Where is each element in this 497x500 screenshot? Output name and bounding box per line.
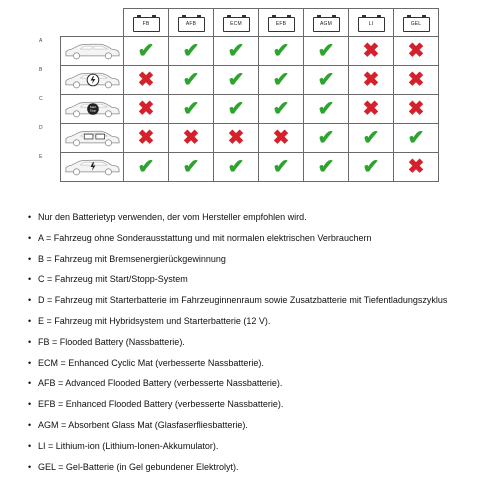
cross-icon: ✖ [362,40,380,62]
battery-type-label: EFB [275,21,287,27]
battery-type-label: GEL [410,21,422,27]
note-item: • Nur den Batterietyp verwenden, der vom Hersteller empfohlen wird. [28,207,488,228]
compat-cell-b-agm [303,65,348,94]
check-icon: ✔ [272,40,290,62]
check-icon: ✔ [407,127,425,149]
column-header-efb [258,8,303,36]
compat-cell-d-efb [258,123,303,152]
cross-icon: ✖ [407,98,425,120]
cross-icon: ✖ [362,98,380,120]
cross-icon: ✖ [182,127,200,149]
car-regenerative-braking-icon [63,68,121,92]
note-item: • AGM = Absorbent Glass Mat (Glasfaserfliesbatterie). [28,415,488,436]
check-icon: ✔ [227,69,245,91]
compat-cell-e-li [348,152,393,181]
check-icon: ✔ [227,98,245,120]
check-icon: ✔ [317,69,335,91]
table-corner [60,8,123,36]
check-icon: ✔ [272,156,290,178]
compat-cell-c-efb [258,94,303,123]
compat-cell-c-li [348,94,393,123]
check-icon: ✔ [227,40,245,62]
compat-cell-a-gel [393,36,438,65]
cross-icon: ✖ [362,69,380,91]
compat-cell-b-afb [168,65,213,94]
compat-cell-e-efb [258,152,303,181]
check-icon: ✔ [317,40,335,62]
compat-cell-d-li [348,123,393,152]
note-item: • ECM = Enhanced Cyclic Mat (verbesserte Nassbatterie). [28,353,488,374]
compat-cell-a-fb [123,36,168,65]
compat-cell-e-ecm [213,152,258,181]
check-icon: ✔ [362,127,380,149]
row-letter: B [39,67,43,73]
column-header-gel [393,8,438,36]
battery-icon [133,17,160,32]
cross-icon: ✖ [137,127,155,149]
row-letter: A [39,38,43,44]
column-header-fb [123,8,168,36]
check-icon: ✔ [182,98,200,120]
cross-icon: ✖ [137,69,155,91]
row-label-e [39,152,123,181]
compat-cell-c-gel [393,94,438,123]
battery-icon [178,17,205,32]
check-icon: ✔ [182,69,200,91]
compat-cell-d-gel [393,123,438,152]
column-header-ecm [213,8,258,36]
row-letter: D [39,125,43,131]
svg-text:Start: Start [89,105,97,110]
compat-cell-d-ecm [213,123,258,152]
battery-icon [358,17,385,32]
column-header-agm [303,8,348,36]
compat-cell-a-ecm [213,36,258,65]
car-start-stop-icon [63,97,121,121]
note-item: • D = Fahrzeug mit Starterbatterie im Fahrzeuginnenraum sowie Zusatzbatterie mit Tiefentladungszyklus [28,290,488,311]
svg-text:Stop: Stop [89,108,97,113]
check-icon: ✔ [137,40,155,62]
compat-cell-c-afb [168,94,213,123]
check-icon: ✔ [272,98,290,120]
compat-cell-b-fb [123,65,168,94]
check-icon: ✔ [317,127,335,149]
note-item: • A = Fahrzeug ohne Sonderausstattung und mit normalen elektrischen Verbrauchern [28,228,488,249]
battery-type-label: FB [142,21,150,27]
row-label-b [39,65,123,94]
compat-cell-e-gel [393,152,438,181]
compat-cell-a-afb [168,36,213,65]
check-icon: ✔ [362,156,380,178]
cross-icon: ✖ [407,40,425,62]
battery-type-label: AGM [320,21,332,27]
check-icon: ✔ [317,98,335,120]
notes-list [28,207,488,477]
check-icon: ✔ [137,156,155,178]
note-item: • GEL = Gel-Batterie (in Gel gebundener Elektrolyt). [28,457,488,478]
note-item: • LI = Lithium-ion (Lithium-Ionen-Akkumulator). [28,436,488,457]
compat-cell-d-fb [123,123,168,152]
compat-cell-e-fb [123,152,168,181]
car-dual-battery-icon [63,126,121,150]
battery-type-label: AFB [185,21,197,27]
car-hybrid-icon [63,155,121,179]
car-icon [63,39,121,63]
compat-cell-c-agm [303,94,348,123]
compat-cell-b-li [348,65,393,94]
row-letter: E [39,154,43,160]
compat-cell-b-gel [393,65,438,94]
compat-cell-b-ecm [213,65,258,94]
note-item: • EFB = Enhanced Flooded Battery (verbesserte Nassbatterie). [28,394,488,415]
row-letter: C [39,96,43,102]
compat-cell-b-efb [258,65,303,94]
compat-cell-d-agm [303,123,348,152]
battery-type-label: LI [368,21,374,27]
note-item: • AFB = Advanced Flooded Battery (verbesserte Nassbatterie). [28,373,488,394]
row-label-d [39,123,123,152]
compat-cell-e-afb [168,152,213,181]
note-item: • B = Fahrzeug mit Bremsenergierückgewinnung [28,249,488,270]
cross-icon: ✖ [137,98,155,120]
compat-cell-a-efb [258,36,303,65]
battery-compatibility-table [39,8,439,182]
check-icon: ✔ [272,69,290,91]
cross-icon: ✖ [407,156,425,178]
note-item: • E = Fahrzeug mit Hybridsystem und Starterbatterie (12 V). [28,311,488,332]
cross-icon: ✖ [407,69,425,91]
compat-cell-d-afb [168,123,213,152]
battery-icon [403,17,430,32]
compat-cell-a-li [348,36,393,65]
cross-icon: ✖ [227,127,245,149]
check-icon: ✔ [317,156,335,178]
note-item: • FB = Flooded Battery (Nassbatterie). [28,332,488,353]
battery-icon [268,17,295,32]
compat-cell-a-agm [303,36,348,65]
note-item: • C = Fahrzeug mit Start/Stopp-System [28,269,488,290]
compat-cell-e-agm [303,152,348,181]
battery-icon [313,17,340,32]
check-icon: ✔ [227,156,245,178]
battery-icon [223,17,250,32]
check-icon: ✔ [182,40,200,62]
row-label-a [39,36,123,65]
compat-cell-c-fb [123,94,168,123]
check-icon: ✔ [182,156,200,178]
row-label-c [39,94,123,123]
column-header-afb [168,8,213,36]
compat-cell-c-ecm [213,94,258,123]
column-header-li [348,8,393,36]
cross-icon: ✖ [272,127,290,149]
battery-type-label: ECM [230,21,242,27]
